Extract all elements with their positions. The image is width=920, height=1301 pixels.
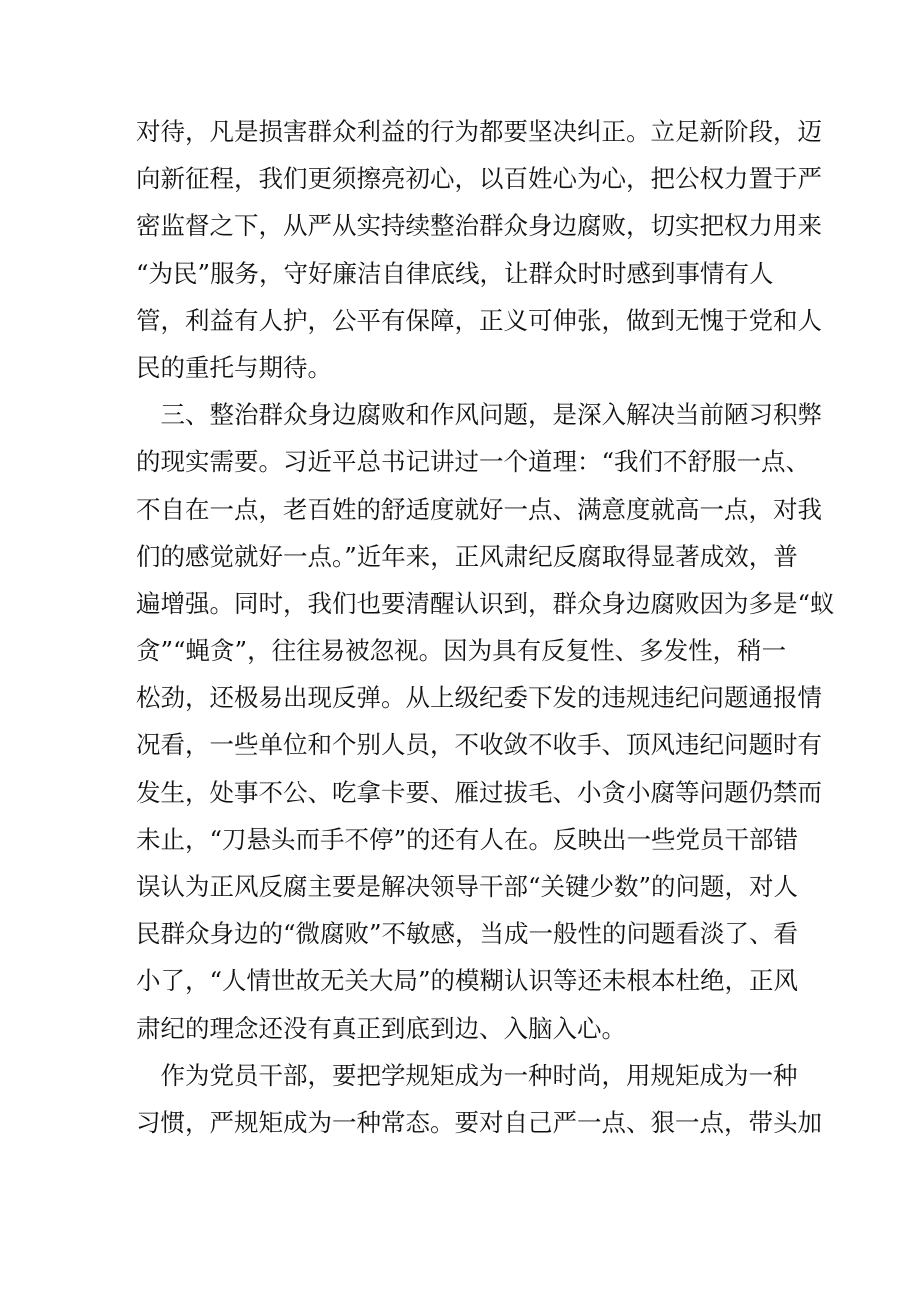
text-line: 向新征程，我们更须擦亮初心，以百姓心为心，把公权力置于严 — [136, 164, 822, 194]
text-line: “为民”服务，守好廉洁自律底线，让群众时时感到事情有人 — [136, 258, 774, 288]
text-line: 管，利益有人护，公平有保障，正义可伸张，做到无愧于党和人 — [136, 305, 822, 335]
text-line: 未止，“刀悬头而手不停”的还有人在。反映出一些党员干部错 — [136, 824, 799, 854]
text-line: 作为党员干部，要把学规矩成为一种时尚，用规矩成为一种 — [136, 1060, 798, 1090]
text-line: 们的感觉就好一点。”近年来，正风肃纪反腐取得显著成效，普 — [136, 541, 798, 571]
text-line: 的现实需要。习近平总书记讲过一个道理：“我们不舒服一点、 — [136, 447, 811, 477]
text-line: 民的重托与期待。 — [136, 352, 332, 382]
paragraph-3 — [136, 1052, 822, 1146]
text-line: 遍增强。同时，我们也要清醒认识到，群众身边腐败因为多是“蚁 — [136, 588, 835, 618]
text-line: 对待，凡是损害群众利益的行为都要坚决纠正。立足新阶段，迈 — [136, 117, 822, 146]
text-line: 不自在一点，老百姓的舒适度就好一点、满意度就高一点，对我 — [136, 494, 822, 524]
text-line: 民群众身边的“微腐败”不敏感，当成一般性的问题看淡了、看 — [136, 919, 799, 949]
text-line: 况看，一些单位和个别人员，不收敛不收手、顶风违纪问题时有 — [136, 730, 822, 760]
text-line: 误认为正风反腐主要是解决领导干部“关键少数”的问题，对人 — [136, 872, 799, 901]
document-body — [136, 108, 835, 1146]
paragraph-2 — [136, 391, 835, 1052]
text-line: 习惯，严规矩成为一种常态。要对自己严一点、狠一点，带头加 — [136, 1107, 822, 1137]
paragraph-1 — [136, 108, 822, 391]
text-line: 贪”“蝇贪”，往往易被忽视。因为具有反复性、多发性，稍一 — [136, 636, 787, 666]
text-line: 密监督之下，从严从实持续整治群众身边腐败，切实把权力用来 — [136, 211, 822, 241]
text-line: 松劲，还极易出现反弹。从上级纪委下发的违规违纪问题通报情 — [136, 683, 822, 713]
text-line: 发生，处事不公、吃拿卡要、雁过拔毛、小贪小腐等问题仍禁而 — [136, 777, 822, 807]
text-line: 肃纪的理念还没有真正到底到边、入脑入心。 — [136, 1013, 626, 1043]
text-line: 三、整治群众身边腐败和作风问题，是深入解决当前陋习积弊 — [136, 400, 822, 430]
text-line: 小了，“人情世故无关大局”的模糊认识等还未根本杜绝，正风 — [136, 966, 799, 996]
